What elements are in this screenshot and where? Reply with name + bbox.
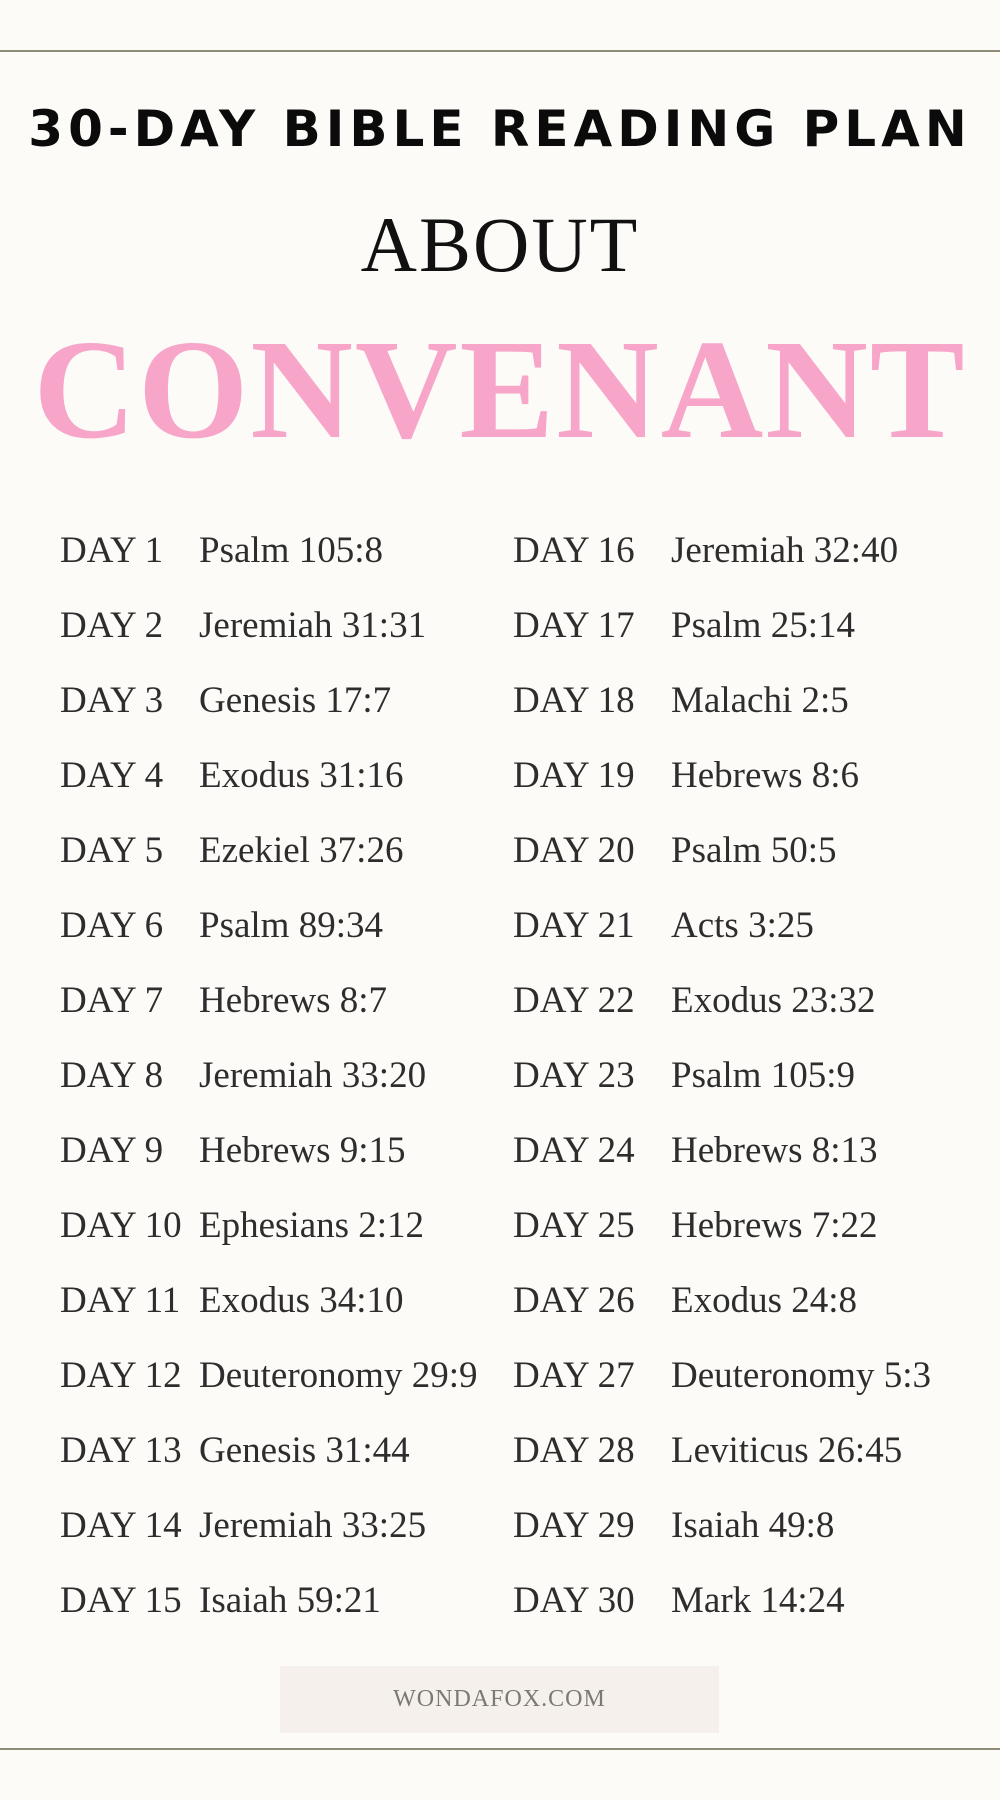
scripture-reference: Exodus 31:16	[199, 755, 404, 796]
day-label: DAY 29	[513, 1505, 635, 1546]
day-label: DAY 8	[60, 1055, 164, 1096]
day-label: DAY 10	[60, 1205, 182, 1246]
day-label: DAY 19	[513, 755, 635, 796]
scripture-reference: Mark 14:24	[671, 1580, 845, 1621]
day-label: DAY 18	[513, 680, 635, 721]
scripture-reference: Jeremiah 32:40	[671, 530, 899, 571]
day-label: DAY 13	[60, 1430, 182, 1471]
scripture-reference: Genesis 31:44	[199, 1430, 410, 1471]
day-label: DAY 14	[60, 1505, 182, 1546]
day-label: DAY 22	[513, 980, 635, 1021]
scripture-reference: Hebrews 8:7	[199, 980, 388, 1021]
scripture-reference: Psalm 50:5	[671, 830, 837, 871]
day-label: DAY 21	[513, 905, 635, 946]
scripture-reference: Genesis 17:7	[199, 680, 392, 721]
website-badge	[280, 1666, 719, 1733]
day-label: DAY 12	[60, 1355, 182, 1396]
scripture-reference: Jeremiah 31:31	[199, 605, 427, 646]
scripture-reference: Acts 3:25	[671, 905, 814, 946]
day-label: DAY 11	[60, 1280, 181, 1321]
scripture-reference: Hebrews 7:22	[671, 1205, 878, 1246]
scripture-reference: Exodus 23:32	[671, 980, 876, 1021]
day-label: DAY 6	[60, 905, 164, 946]
scripture-reference: Hebrews 8:13	[671, 1130, 878, 1171]
day-label: DAY 9	[60, 1130, 164, 1171]
day-label: DAY 2	[60, 605, 164, 646]
website-label: WONDAFOX.COM	[393, 1686, 606, 1712]
day-label: DAY 30	[513, 1580, 635, 1621]
scripture-reference: Hebrews 8:6	[671, 755, 860, 796]
day-label: DAY 7	[60, 980, 164, 1021]
day-label: DAY 20	[513, 830, 635, 871]
reading-plan	[0, 525, 1000, 1625]
day-label: DAY 1	[60, 530, 164, 571]
scripture-reference: Deuteronomy 5:3	[671, 1355, 931, 1396]
day-label: DAY 5	[60, 830, 164, 871]
scripture-reference: Psalm 89:34	[199, 905, 383, 946]
subtitle-about: ABOUT	[360, 201, 640, 288]
topic-heading: CONVENANT	[33, 310, 967, 468]
scripture-reference: Leviticus 26:45	[671, 1430, 903, 1471]
day-label: DAY 28	[513, 1430, 635, 1471]
scripture-reference: Deuteronomy 29:9	[199, 1355, 478, 1396]
day-label: DAY 15	[60, 1580, 182, 1621]
scripture-reference: Jeremiah 33:25	[199, 1505, 427, 1546]
day-label: DAY 16	[513, 530, 635, 571]
bottom-divider	[0, 1748, 1000, 1750]
scripture-reference: Isaiah 49:8	[671, 1505, 835, 1546]
scripture-reference: Malachi 2:5	[671, 680, 849, 721]
scripture-reference: Jeremiah 33:20	[199, 1055, 427, 1096]
scripture-reference: Ezekiel 37:26	[199, 830, 404, 871]
day-label: DAY 26	[513, 1280, 635, 1321]
scripture-reference: Exodus 24:8	[671, 1280, 858, 1321]
scripture-reference: Psalm 25:14	[671, 605, 855, 646]
scripture-reference: Psalm 105:9	[671, 1055, 855, 1096]
scripture-reference: Psalm 105:8	[199, 530, 383, 571]
scripture-reference: Hebrews 9:15	[199, 1130, 406, 1171]
day-label: DAY 27	[513, 1355, 635, 1396]
day-label: DAY 3	[60, 680, 164, 721]
scripture-reference: Exodus 34:10	[199, 1280, 404, 1321]
day-label: DAY 17	[513, 605, 635, 646]
day-label: DAY 25	[513, 1205, 635, 1246]
top-divider	[0, 50, 1000, 52]
page-title: 30-DAY BIBLE READING PLAN	[28, 100, 972, 158]
scripture-reference: Ephesians 2:12	[199, 1205, 425, 1246]
day-label: DAY 4	[60, 755, 164, 796]
day-label: DAY 24	[513, 1130, 635, 1171]
scripture-reference: Isaiah 59:21	[199, 1580, 381, 1621]
day-label: DAY 23	[513, 1055, 635, 1096]
